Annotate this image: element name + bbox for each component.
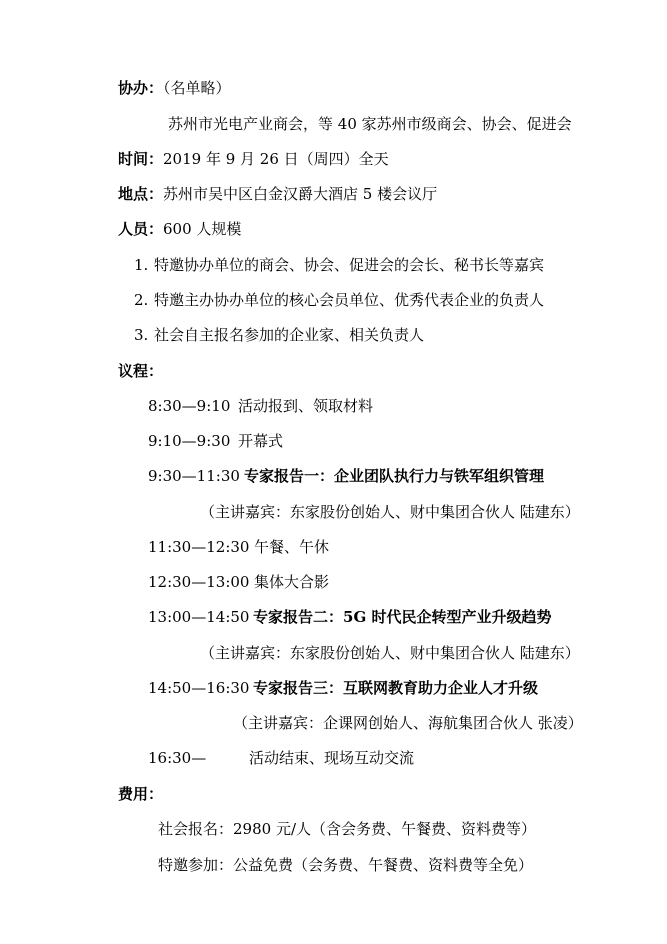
- agenda-speaker: （主讲嘉宾：东家股份创始人、财中集团合伙人 陆建东）: [200, 644, 580, 662]
- attendee-item-number: 1.: [134, 256, 149, 274]
- venue-label: 地点：: [118, 185, 164, 203]
- agenda-activity: 开幕式: [238, 432, 284, 450]
- agenda-time: 8:30—9:10: [148, 397, 231, 415]
- cosponsor-value: （名单略）: [163, 79, 231, 97]
- attendees-value: 600 人规模: [163, 220, 242, 238]
- agenda-speaker: （主讲嘉宾：企课网创始人、海航集团合伙人 张凌）: [233, 714, 583, 732]
- attendee-item-number: 3.: [134, 326, 149, 344]
- attendee-item-number: 2.: [134, 291, 149, 309]
- attendee-item: [134, 290, 544, 310]
- agenda-activity: 专家报告三：互联网教育助力企业人才升级: [253, 679, 539, 697]
- time-label: 时间：: [118, 150, 164, 168]
- agenda-time: 9:30—11:30: [148, 467, 240, 485]
- cosponsor-row: [118, 78, 231, 98]
- cosponsor-label: 协办：: [118, 79, 164, 97]
- attendee-item: [134, 255, 544, 275]
- venue-row: [118, 184, 437, 204]
- agenda-time: 11:30—12:30: [148, 538, 250, 556]
- agenda-item: [148, 572, 329, 592]
- attendee-item-text: 特邀协办单位的商会、协会、促进会的会长、秘书长等嘉宾: [154, 256, 545, 274]
- time-row: [118, 149, 389, 169]
- agenda-item: [148, 431, 283, 451]
- agenda-activity: 活动结束、现场互动交流: [249, 749, 415, 767]
- agenda-activity: 午餐、午休: [254, 538, 330, 556]
- agenda-activity: 专家报告二：5G 时代民企转型产业升级趋势: [253, 608, 552, 626]
- agenda-time: 16:30—: [148, 749, 207, 767]
- attendees-row: [118, 219, 241, 239]
- agenda-activity: 活动报到、领取材料: [238, 397, 374, 415]
- agenda-label: 议程：: [118, 362, 164, 380]
- agenda-time: 13:00—14:50: [148, 608, 250, 626]
- fee-public: 社会报名：2980 元/人（含会务费、午餐费、资料费等）: [158, 820, 536, 838]
- agenda-item: [148, 537, 329, 557]
- fee-invited: 特邀参加：公益免费（会务费、午餐费、资料费等全免）: [158, 856, 534, 874]
- agenda-item: [148, 466, 544, 486]
- agenda-activity: 专家报告一：企业团队执行力与铁军组织管理: [244, 467, 545, 485]
- agenda-item: [148, 607, 551, 627]
- venue-value: 苏州市吴中区白金汉爵大酒店 5 楼会议厅: [163, 185, 438, 203]
- cosponsor-detail: 苏州市光电产业商会，等 40 家苏州市级商会、协会、促进会: [168, 115, 572, 133]
- agenda-item: [148, 678, 538, 698]
- time-value: 2019 年 9 月 26 日（周四）全天: [163, 150, 389, 168]
- agenda-speaker: （主讲嘉宾：东家股份创始人、财中集团合伙人 陆建东）: [200, 503, 580, 521]
- agenda-time: 12:30—13:00: [148, 573, 250, 591]
- agenda-time: 9:10—9:30: [148, 432, 231, 450]
- agenda-item: [148, 396, 373, 416]
- attendees-label: 人员：: [118, 220, 164, 238]
- agenda-item: [148, 748, 414, 768]
- attendee-item: [134, 325, 424, 345]
- attendee-item-text: 社会自主报名参加的企业家、相关负责人: [154, 326, 425, 344]
- agenda-time: 14:50—16:30: [148, 679, 250, 697]
- fees-label: 费用：: [118, 785, 164, 803]
- agenda-activity: 集体大合影: [254, 573, 330, 591]
- attendee-item-text: 特邀主办协办单位的核心会员单位、优秀代表企业的负责人: [154, 291, 545, 309]
